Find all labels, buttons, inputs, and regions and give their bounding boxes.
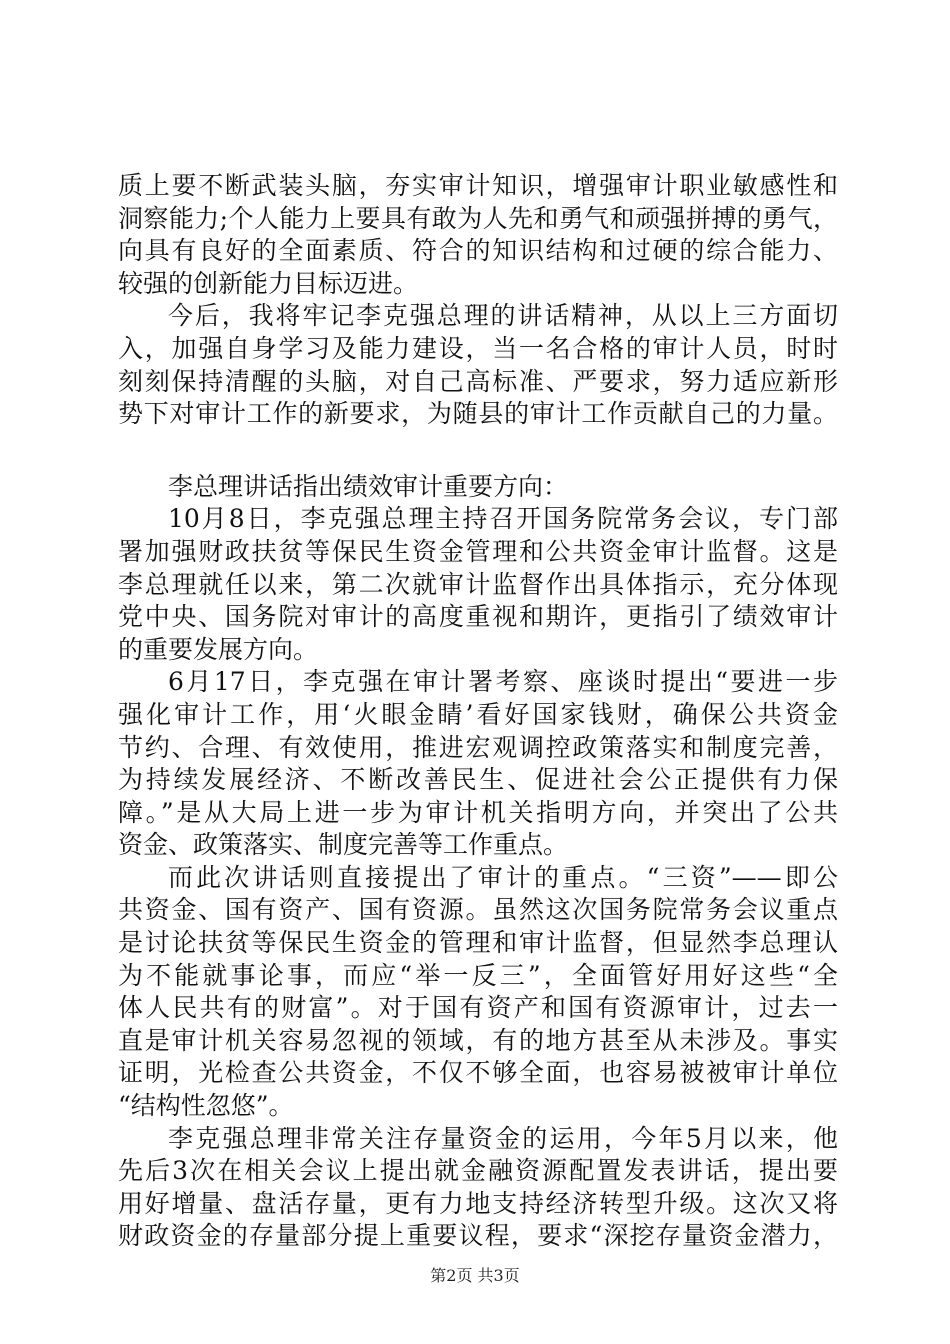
paragraph-continuation <box>118 170 838 300</box>
text-line: 为持续发展经济、不断改善民生、促进社会公正提供有力保 <box>118 765 838 795</box>
text-line: 财政资金的存量部分提上重要议程，要求“深挖存量资金潜力， <box>118 1221 838 1251</box>
text-line: 证明，光检查公共资金，不仅不够全面，也容易被被审计单位 <box>118 1058 838 1088</box>
document-body <box>118 170 838 1253</box>
text-line: 是讨论扶贫等保民生资金的管理和审计监督，但显然李总理认 <box>118 928 838 958</box>
section-heading-text: 李总理讲话指出绩效审计重要方向： <box>168 471 569 501</box>
text-line: 入，加强自身学习及能力建设，当一名合格的审计人员，时时 <box>118 333 838 363</box>
text-line: 李克强总理非常关注存量资金的运用，今年5月以来，他 <box>168 1123 838 1153</box>
text-line: 6月17日，李克强在审计署考察、座谈时提出“要进一步 <box>168 667 838 697</box>
text-line: 用好增量、盘活存量，更有力地支持经济转型升级。这次又将 <box>118 1188 838 1218</box>
text-line: 署加强财政扶贫等保民生资金管理和公共资金审计监督。这是 <box>118 536 838 566</box>
text-line: 资金、政策落实、制度完善等工作重点。 <box>118 830 569 860</box>
text-line: 直是审计机关容易忽视的领域，有的地方甚至从未涉及。事实 <box>118 1025 838 1055</box>
text-line: “结构性忽悠”。 <box>118 1091 294 1121</box>
text-line: 李总理就任以来，第二次就审计监督作出具体指示，充分体现 <box>118 569 838 599</box>
text-line: 党中央、国务院对审计的高度重视和期许，更指引了绩效审计 <box>118 602 838 632</box>
paragraph-oct-8 <box>118 503 838 666</box>
text-line: 节约、合理、有效使用，推进宏观调控政策落实和制度完善， <box>118 732 838 762</box>
text-line: 刻刻保持清醒的头脑，对自己高标准、严要求，努力适应新形 <box>118 366 838 396</box>
text-line: 共资金、国有资产、国有资源。虽然这次国务院常务会议重点 <box>118 895 838 925</box>
text-line: 为不能就事论事，而应“举一反三”，全面管好用好这些“全 <box>118 960 838 990</box>
page-number-footer: 第2页 共3页 <box>430 1266 520 1285</box>
text-line: 势下对审计工作的新要求，为随县的审计工作贡献自己的力量。 <box>118 399 838 429</box>
text-line: 今后，我将牢记李克强总理的讲话精神，从以上三方面切 <box>168 301 838 331</box>
text-line: 障。”是从大局上进一步为审计机关指明方向，并突出了公共 <box>118 797 838 827</box>
text-line: 而此次讲话则直接提出了审计的重点。“三资”——即公 <box>168 862 838 892</box>
paragraph-stock-funds <box>118 1123 838 1253</box>
text-line: 质上要不断武装头脑，夯实审计知识，增强审计职业敏感性和 <box>118 171 838 200</box>
section-heading <box>118 471 838 504</box>
text-line: 较强的创新能力目标迈进。 <box>118 268 419 298</box>
text-line: 体人民共有的财富”。对于国有资产和国有资源审计，过去一 <box>118 993 838 1023</box>
text-line: 10月8日，李克强总理主持召开国务院常务会议，专门部 <box>168 504 838 534</box>
paragraph-jun-17 <box>118 666 838 862</box>
text-line: 先后3次在相关会议上提出就金融资源配置发表讲话，提出要 <box>118 1156 838 1186</box>
text-line: 向具有良好的全面素质、符合的知识结构和过硬的综合能力、 <box>118 236 838 266</box>
paragraph-conclusion <box>118 300 838 430</box>
paragraph-gap <box>118 431 838 471</box>
text-line: 洞察能力;个人能力上要具有敢为人先和勇气和顽强拼搏的勇气， <box>118 203 838 233</box>
text-line: 强化审计工作，用‘火眼金睛’看好国家钱财，确保公共资金 <box>118 699 838 729</box>
paragraph-three-assets <box>118 862 838 1123</box>
text-line: 的重要发展方向。 <box>118 634 319 664</box>
